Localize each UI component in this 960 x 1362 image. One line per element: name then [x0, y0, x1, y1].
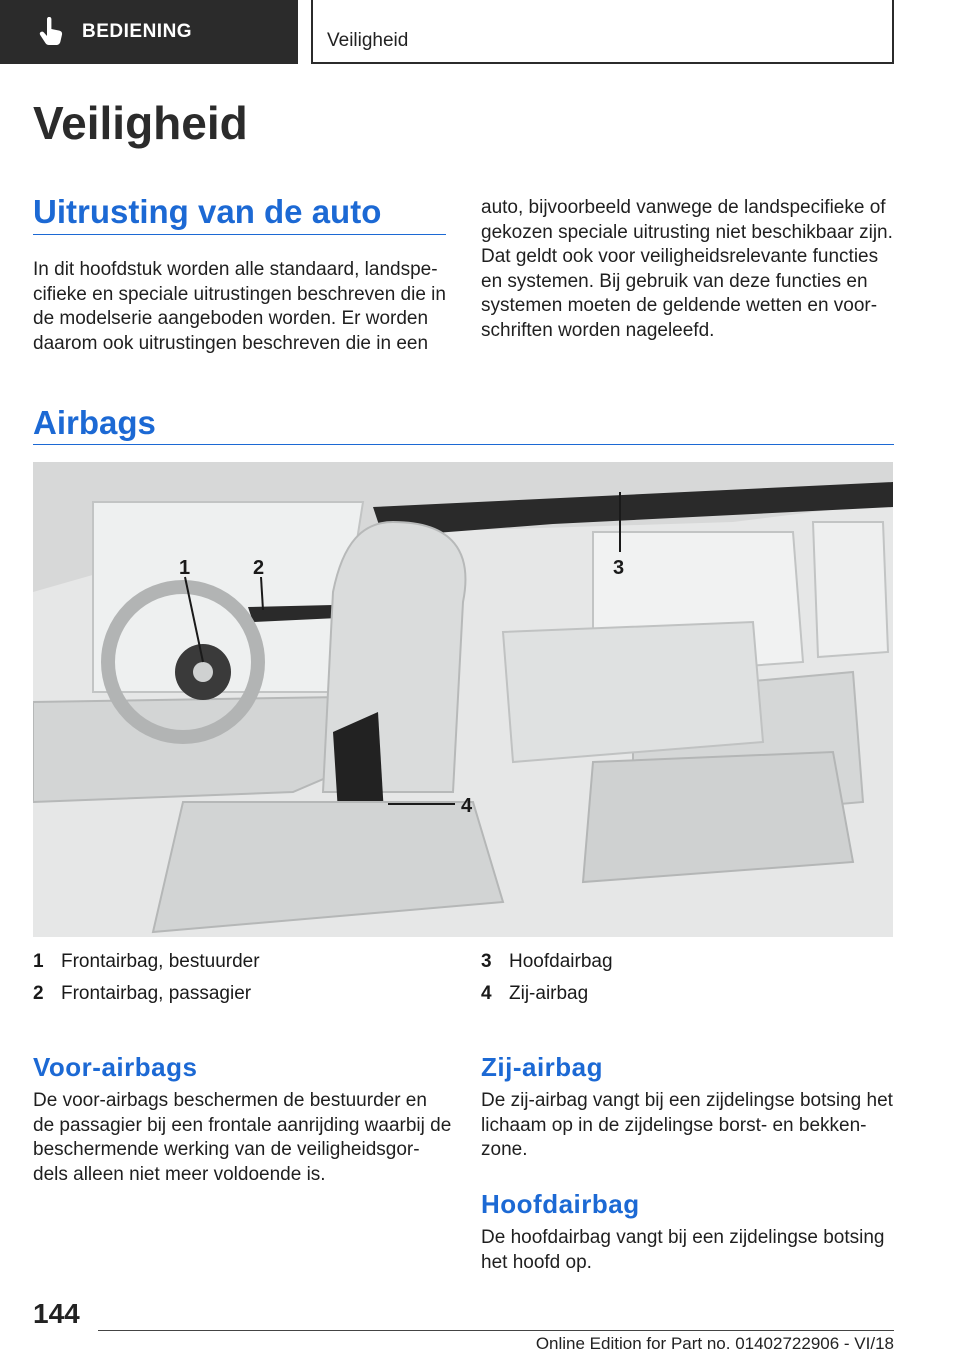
page-number: 144 — [33, 1298, 80, 1329]
text-line: zone. — [481, 1139, 528, 1160]
text-line: De zij-airbag vangt bij een zijdelingse botsing het — [481, 1090, 893, 1111]
legend-text: Frontairbag, bestuurder — [61, 951, 260, 972]
text-line: lichaam op in de zijdelingse borst- en bekken- — [481, 1114, 867, 1136]
legend-col2 — [481, 946, 901, 1010]
airbag-diagram — [33, 462, 893, 937]
edition-text: Online Edition for Part no. 01402722906 - VI/18 — [535, 1334, 894, 1353]
front-airbags-heading: Voor-airbags — [33, 1052, 198, 1082]
callout-1: 1 — [179, 557, 191, 579]
text-line: dels alleen niet meer voldoende is. — [33, 1163, 326, 1185]
legend-number: 2 — [33, 983, 44, 1004]
text-line: Dat geldt ook voor veiligheidsrelevante functies — [481, 246, 879, 267]
text-line: het hoofd op. — [481, 1251, 592, 1273]
equipment-heading: Uitrusting van de auto — [33, 193, 382, 230]
side-airbag-heading: Zij-airbag — [481, 1052, 604, 1082]
topic-header — [311, 0, 894, 64]
front-airbags-text — [33, 1089, 453, 1187]
side-airbag-text — [481, 1089, 901, 1163]
equipment-text-col1 — [33, 258, 453, 356]
head-airbag-heading: Hoofdairbag — [481, 1189, 640, 1219]
topic-label: Veiligheid — [327, 30, 409, 51]
equipment-text-col2 — [481, 196, 901, 343]
text-line: beschermende werking van de veiligheidsgor- — [33, 1139, 420, 1160]
legend-number: 4 — [481, 983, 492, 1004]
footer-rule — [98, 1330, 894, 1331]
legend-text: Hoofdairbag — [509, 951, 613, 972]
page-title: Veiligheid — [33, 97, 248, 149]
text-line: daarom ook uitrustingen beschreven die in een — [33, 332, 429, 354]
airbags-heading: Airbags — [33, 404, 156, 441]
car-interior-illustration — [33, 462, 893, 937]
legend-number: 1 — [33, 951, 44, 972]
legend-item — [33, 978, 453, 1010]
text-line: systemen moeten de geldende wetten en voor- — [481, 295, 878, 316]
pointing-hand-icon — [38, 17, 64, 47]
legend-number: 3 — [481, 951, 492, 972]
callout-3: 3 — [613, 557, 625, 579]
text-line: auto, bijvoorbeeld vanwege de landspecifieke of — [481, 197, 886, 218]
legend-item — [33, 946, 453, 978]
text-line: In dit hoofdstuk worden alle standaard, landspe- — [33, 259, 438, 280]
text-line: en systemen. Bij gebruik van deze functies en — [481, 270, 868, 292]
airbags-heading-rule — [33, 444, 894, 445]
text-line: De hoofdairbag vangt bij een zijdelingse botsing — [481, 1227, 885, 1248]
text-line: De voor-airbags beschermen de bestuurder en — [33, 1090, 427, 1111]
legend-text: Zij-airbag — [509, 983, 589, 1004]
text-line: gekozen speciale uitrusting niet beschikbaar zijn. — [481, 221, 893, 243]
head-airbag-text — [481, 1226, 901, 1275]
section-tab[interactable] — [0, 0, 298, 64]
text-line: de modelserie aangeboden worden. Er worden — [33, 308, 429, 329]
text-line: cifieke en speciale uitrustingen beschreven die in — [33, 283, 446, 305]
legend-text: Frontairbag, passagier — [61, 983, 252, 1004]
callout-4: 4 — [461, 795, 473, 817]
legend-item — [481, 978, 901, 1010]
legend-item — [481, 946, 901, 978]
legend-col1 — [33, 946, 453, 1010]
callout-2: 2 — [253, 557, 265, 579]
equipment-heading-rule — [33, 234, 446, 235]
text-line: schriften worden nageleefd. — [481, 319, 715, 341]
section-label: BEDIENING — [82, 21, 193, 42]
text-line: de passagier bij een frontale aanrijding waarbij de — [33, 1114, 452, 1136]
